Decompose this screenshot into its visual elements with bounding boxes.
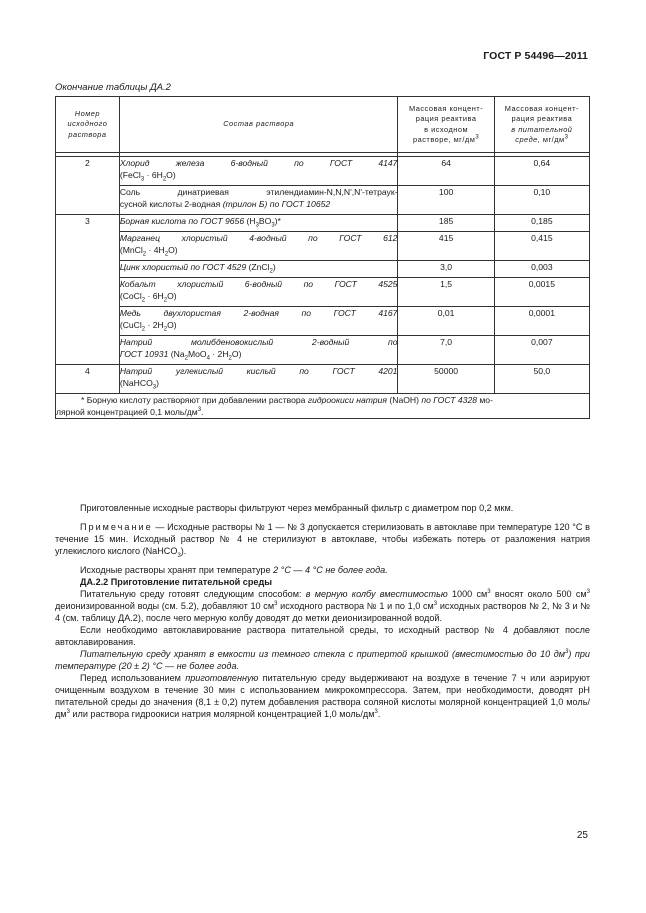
source-concentration: 50000	[398, 365, 494, 394]
reagent-table	[55, 96, 590, 419]
medium-concentration: 0,0001	[494, 307, 589, 336]
column-header-medium-concentration: Массовая концент- рация реактива в питательной среде, $мг/дм^3$	[494, 97, 589, 153]
table-row	[56, 232, 590, 261]
medium-concentration: 0,007	[494, 336, 589, 365]
source-concentration: 7,0	[398, 336, 494, 365]
body-text	[55, 502, 590, 720]
table-caption: Окончание таблицы ДА.2	[55, 82, 171, 93]
table-row	[56, 261, 590, 278]
composition-cell: Кобальт хлористый 6-водный по ГОСТ 4525 (CoCl$_2$ · $6H_2O$)	[119, 278, 398, 307]
table-header-row	[56, 97, 590, 153]
document-header: ГОСТ Р 54496—2011	[483, 50, 588, 62]
paragraph-medium-storage: Питательную среду хранят в емкости из темного стекла с притертой крышкой (вместимостью до 10 $дм^3$) при температуре (20 ± 2) °С — не более года.	[55, 648, 590, 671]
note-paragraph: Примечание — Исходные растворы № 1 — № 3 допускается стерилизовать в автоклаве при температуре 120 °С в течение 15 мин. Исходный раствор № 4 не стерилизуют в автоклаве, чтобы избежать потерь от разложения натрия углекислого кислого (NaHCO$_3$).	[55, 522, 590, 559]
medium-concentration: 0,10	[494, 186, 589, 215]
group-number: 3	[56, 215, 120, 365]
medium-concentration: 0,003	[494, 261, 589, 278]
paragraph-filtration: Приготовленные исходные растворы фильтруют через мембранный фильтр с диаметром пор 0,2 мкм.	[80, 503, 514, 513]
table-row	[56, 186, 590, 215]
group-number: 4	[56, 365, 120, 394]
source-concentration: 100	[398, 186, 494, 215]
column-header-source-concentration: Массовая концент- рация реактива в исходном растворе, $мг/дм^3$	[398, 97, 494, 153]
table-row	[56, 307, 590, 336]
paragraph-storage: Исходные растворы хранят при температуре 2 °С — 4 °С не более года.	[80, 565, 388, 575]
composition-cell: Борная кислота по ГОСТ 9656 $(H_3BO_3)*$	[119, 215, 398, 232]
composition-cell: Цинк хлористый по ГОСТ 4529 (ZnCl$_2$)	[119, 261, 398, 278]
source-concentration: 64	[398, 157, 494, 186]
composition-cell: Соль динатриевая этилендиамин-N,N,N',N'-тетраук- сусной кислоты 2-водная (трилон Б) по ГОСТ 10652	[119, 186, 398, 215]
composition-cell: Натрий молибденовокислый 2-водный по ГОСТ 10931 $(Na_2MoO_4 \cdot 2H_2O)$	[119, 336, 398, 365]
paragraph-autoclave: Если необходимо автоклавирование раствора питательной среды, то исходный раствор № 4 добавляют после автоклавирования.	[55, 625, 590, 647]
medium-concentration: 0,185	[494, 215, 589, 232]
medium-concentration: 0,415	[494, 232, 589, 261]
source-concentration: 0,01	[398, 307, 494, 336]
column-header-number: Номер исходного раствора	[56, 97, 120, 153]
source-concentration: 185	[398, 215, 494, 232]
composition-cell: Хлорид железа 6-водный по ГОСТ 4147 (FeCl$_3$ · $6H_2O$)	[119, 157, 398, 186]
medium-concentration: 0,64	[494, 157, 589, 186]
table-row	[56, 365, 590, 394]
medium-concentration: 50,0	[494, 365, 589, 394]
table-row	[56, 215, 590, 232]
medium-concentration: 0,0015	[494, 278, 589, 307]
composition-cell: Натрий углекислый кислый по ГОСТ 4201 (NaHCO$_3$)	[119, 365, 398, 394]
composition-cell: Медь двухлористая 2-водная по ГОСТ 4167 (CuCl$_2$ · $2H_2O$)	[119, 307, 398, 336]
page-number: 25	[576, 830, 588, 841]
paragraph-aeration: Перед использованием приготовленную питательную среду выдерживают на воздухе в течение 7 ч или аэрируют очищенным воздухом в течение 30 мин с использованием микрокомпрессора. Затем, при необходимости, доводят pH питательной среды до значения (8,1 ± 0,2) путем добавления раствора соляной кислоты молярной концентрацией 1,0 моль/$дм^3$ или раствора гидроокиси натрия молярной концентрацией 1,0 моль/$дм^3$.	[55, 673, 590, 719]
table-row	[56, 278, 590, 307]
source-concentration: 1,5	[398, 278, 494, 307]
table-footnote: * Борную кислоту растворяют при добавлении раствора гидроокиси натрия (NaOH) по ГОСТ 4328 мо- лярной концентрацией 0,1 моль/$дм^3$.	[56, 394, 590, 419]
paragraph-preparation: Питательную среду готовят следующим способом: в мерную колбу вместимостью 1000 $см^3$ вносят около 500 $см^3$ деионизированной воды (см. 5.2), добавляют 10 $см^3$ исходного раствора № 1 и по 1,0 $см^3$ исходных растворов № 2, № 3 и № 4 (см. таблицу ДА.2), после чего мерную колбу доводят до метки деионизированной водой.	[55, 588, 591, 623]
source-concentration: 415	[398, 232, 494, 261]
table-footnote-row	[56, 394, 590, 419]
section-heading: ДА.2.2 Приготовление питательной среды	[80, 577, 273, 587]
table-row	[56, 157, 590, 186]
group-number: 2	[56, 157, 120, 215]
table-row	[56, 336, 590, 365]
column-header-composition: Состав раствора	[119, 97, 398, 153]
composition-cell: Марганец хлористый 4-водный по ГОСТ 612 (MnCl$_2$ · $4H_2O$)	[119, 232, 398, 261]
source-concentration: 3,0	[398, 261, 494, 278]
